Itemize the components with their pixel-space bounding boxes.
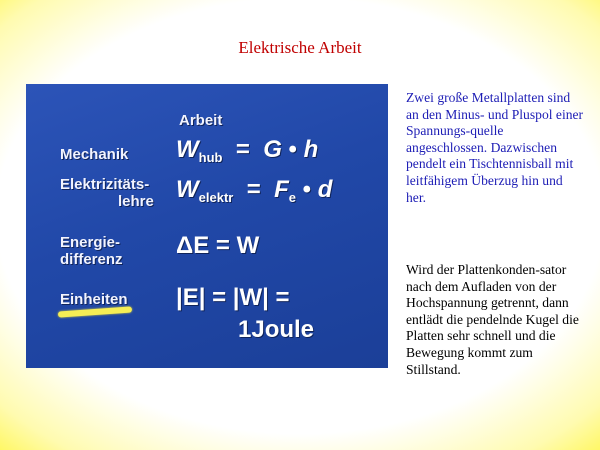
description-paragraph-1: Zwei große Metallplatten sind an den Minus- und Pluspol einer Spannungs-quelle angeschlossen. Dazwischen pendelt ein Tischtennisball mit leitfähigem Überzug hin und her. — [406, 90, 584, 205]
formula-elektrizitaetslehre: $W_{elektr} = F_e$ • d — [176, 176, 333, 205]
label-energiedifferenz: Energie- — [60, 234, 121, 251]
label-mechanik: Mechanik — [60, 146, 129, 163]
highlight-underline — [58, 306, 132, 317]
slide-title: Elektrische Arbeit — [238, 38, 362, 57]
label-elektrizitaetslehre: Elektrizitäts- — [60, 176, 150, 193]
video-still — [26, 84, 388, 368]
formula-einheiten: |E| = |W| = — [176, 284, 290, 311]
column-header-arbeit: Arbeit — [179, 112, 223, 129]
formula-einheiten-joule: 1Joule — [238, 316, 315, 343]
label-einheiten: Einheiten — [60, 291, 128, 308]
description-paragraph-2: Wird der Plattenkonden-sator nach dem Aufladen von der Hochspannung getrennt, dann entlädt die pendelnde Kugel die Platten sehr schnell und die Bewegung kommt zum Stillstand. — [406, 262, 579, 377]
formula-energiedifferenz: ΔE = W — [176, 232, 260, 259]
label-energiedifferenz-2: differenz — [60, 251, 123, 268]
label-elektrizitaetslehre-2: lehre — [118, 193, 154, 210]
formula-mechanik: $W_{hub} = G$ • h — [176, 136, 319, 165]
